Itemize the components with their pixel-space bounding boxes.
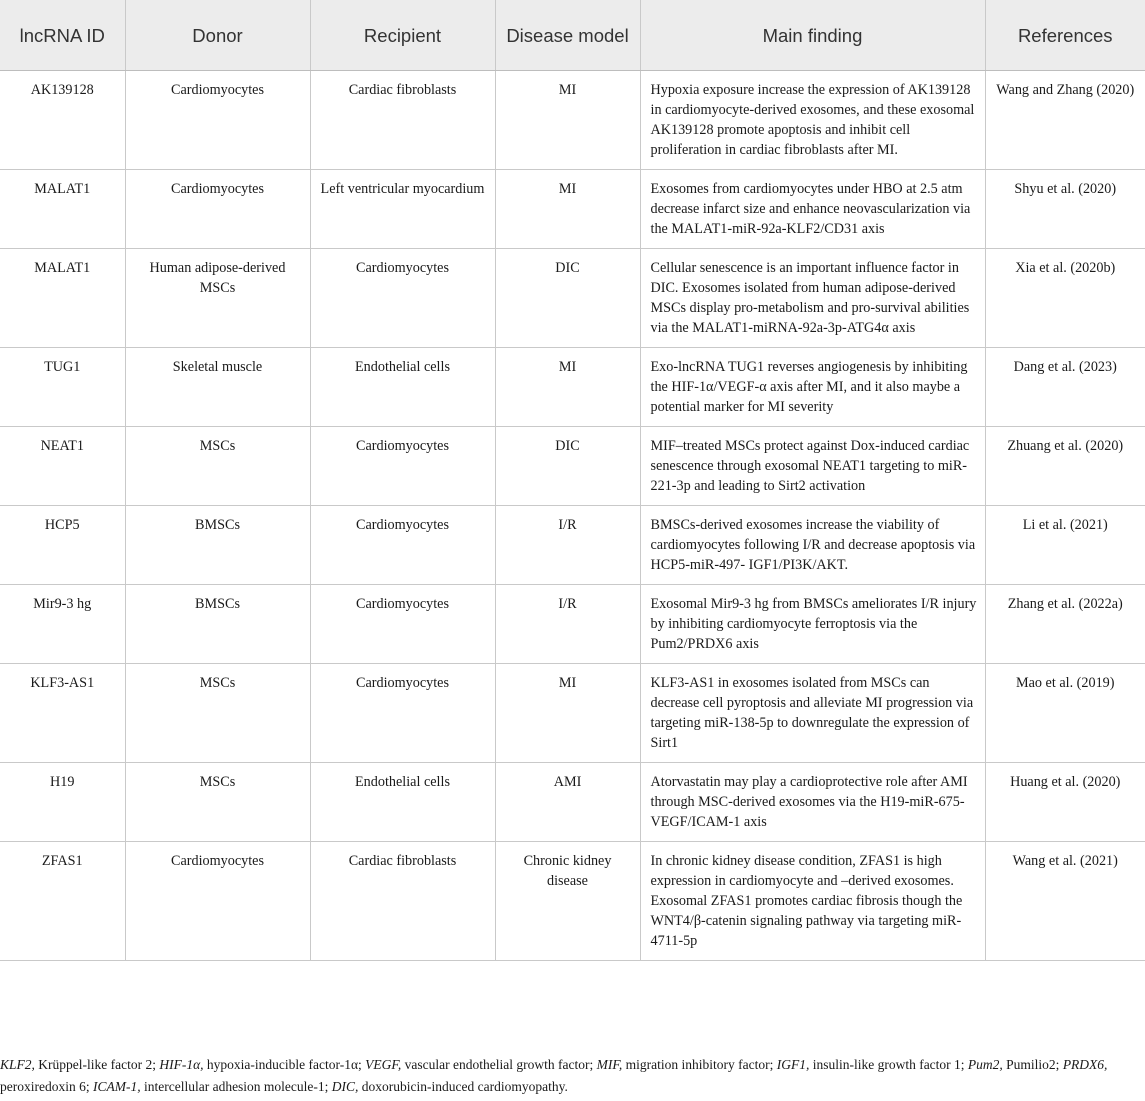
table-row	[0, 170, 1145, 249]
cell-disease-model: I/R	[495, 585, 640, 664]
header-lncrna-id: lncRNA ID	[0, 0, 125, 71]
cell-disease-model: MI	[495, 664, 640, 763]
footnote-abbreviation: KLF2,	[0, 1057, 35, 1072]
cell-donor: Cardiomyocytes	[125, 170, 310, 249]
cell-main-finding: In chronic kidney disease condition, ZFAS1 is high expression in cardiomyocyte and –derived exosomes. Exosomal ZFAS1 promotes cardiac fibrosis though the WNT4/β-catenin signaling pathway via targeting miR-4711-5p	[640, 842, 985, 961]
cell-disease-model: MI	[495, 170, 640, 249]
cell-recipient: Cardiac fibroblasts	[310, 71, 495, 170]
footnote-abbreviation: MIF,	[596, 1057, 623, 1072]
footnote-definition: migration inhibitory factor;	[622, 1057, 777, 1072]
footnote-definition: Krüppel-like factor 2;	[34, 1057, 160, 1072]
table-row	[0, 664, 1145, 763]
cell-recipient: Cardiomyocytes	[310, 249, 495, 348]
cell-main-finding: Exosomes from cardiomyocytes under HBO at 2.5 atm decrease infarct size and enhance neovascularization via the MALAT1-miR-92a-KLF2/CD31 axis	[640, 170, 985, 249]
footnote-abbreviation: PRDX6,	[1062, 1057, 1108, 1072]
cell-lncrna-id: MALAT1	[0, 249, 125, 348]
table-row	[0, 585, 1145, 664]
cell-donor: Human adipose-derived MSCs	[125, 249, 310, 348]
cell-reference: Mao et al. (2019)	[985, 664, 1145, 763]
cell-main-finding: Exosomal Mir9-3 hg from BMSCs ameliorates I/R injury by inhibiting cardiomyocyte ferroptosis via the Pum2/PRDX6 axis	[640, 585, 985, 664]
cell-donor: MSCs	[125, 427, 310, 506]
cell-main-finding: BMSCs-derived exosomes increase the viability of cardiomyocytes following I/R and decrease apoptosis via HCP5-miR-497- IGF1/PI3K/AKT.	[640, 506, 985, 585]
header-donor: Donor	[125, 0, 310, 71]
cell-lncrna-id: Mir9-3 hg	[0, 585, 125, 664]
cell-main-finding: KLF3-AS1 in exosomes isolated from MSCs can decrease cell pyroptosis and alleviate MI progression via targeting miR-138-5p to downregulate the expression of Sirt1	[640, 664, 985, 763]
cell-lncrna-id: AK139128	[0, 71, 125, 170]
header-disease-model: Disease model	[495, 0, 640, 71]
footnote-definition: Pumilio2;	[1002, 1057, 1063, 1072]
footnote-definition: peroxiredoxin 6;	[0, 1079, 93, 1094]
cell-disease-model: DIC	[495, 249, 640, 348]
table-row	[0, 348, 1145, 427]
table-row	[0, 249, 1145, 348]
cell-reference: Wang et al. (2021)	[985, 842, 1145, 961]
footnote-abbreviation: ICAM-1,	[92, 1079, 141, 1094]
cell-reference: Wang and Zhang (2020)	[985, 71, 1145, 170]
cell-disease-model: AMI	[495, 763, 640, 842]
header-recipient: Recipient	[310, 0, 495, 71]
cell-main-finding: Cellular senescence is an important influence factor in DIC. Exosomes isolated from human adipose-derived MSCs display pro-metabolism and pro-survival abilities via the MALAT1-miRNA-92a-3p-ATG4α axis	[640, 249, 985, 348]
cell-lncrna-id: TUG1	[0, 348, 125, 427]
cell-reference: Zhang et al. (2022a)	[985, 585, 1145, 664]
table-footnote	[0, 1054, 1140, 1098]
cell-donor: Cardiomyocytes	[125, 842, 310, 961]
footnote-definition: hypoxia-inducible factor-1α;	[203, 1057, 366, 1072]
table-row	[0, 506, 1145, 585]
cell-disease-model: I/R	[495, 506, 640, 585]
cell-reference: Dang et al. (2023)	[985, 348, 1145, 427]
cell-lncrna-id: NEAT1	[0, 427, 125, 506]
cell-recipient: Endothelial cells	[310, 763, 495, 842]
cell-main-finding: Atorvastatin may play a cardioprotective role after AMI through MSC-derived exosomes via the H19-miR-675-VEGF/ICAM-1 axis	[640, 763, 985, 842]
cell-lncrna-id: HCP5	[0, 506, 125, 585]
cell-recipient: Cardiac fibroblasts	[310, 842, 495, 961]
cell-reference: Shyu et al. (2020)	[985, 170, 1145, 249]
cell-reference: Zhuang et al. (2020)	[985, 427, 1145, 506]
cell-disease-model: DIC	[495, 427, 640, 506]
footnote-abbreviation: IGF1,	[776, 1057, 810, 1072]
footnote-abbreviation: HIF-1α,	[159, 1057, 204, 1072]
cell-recipient: Left ventricular myocardium	[310, 170, 495, 249]
cell-recipient: Cardiomyocytes	[310, 506, 495, 585]
table-row	[0, 842, 1145, 961]
footnote-abbreviation: DIC,	[331, 1079, 359, 1094]
cell-donor: MSCs	[125, 763, 310, 842]
header-references: References	[985, 0, 1145, 71]
cell-lncrna-id: KLF3-AS1	[0, 664, 125, 763]
cell-main-finding: MIF–treated MSCs protect against Dox-induced cardiac senescence through exosomal NEAT1 targeting to miR-221-3p and leading to Sirt2 activation	[640, 427, 985, 506]
cell-lncrna-id: ZFAS1	[0, 842, 125, 961]
cell-disease-model: MI	[495, 348, 640, 427]
cell-recipient: Cardiomyocytes	[310, 664, 495, 763]
table-row	[0, 71, 1145, 170]
table-body	[0, 71, 1145, 961]
footnote-definition: intercellular adhesion molecule-1;	[140, 1079, 332, 1094]
cell-recipient: Endothelial cells	[310, 348, 495, 427]
cell-reference: Huang et al. (2020)	[985, 763, 1145, 842]
cell-main-finding: Hypoxia exposure increase the expression of AK139128 in cardiomyocyte-derived exosomes, and these exosomal AK139128 promote apoptosis and inhibit cell proliferation in cardiac fibroblasts after MI.	[640, 71, 985, 170]
cell-donor: BMSCs	[125, 506, 310, 585]
header-main-finding: Main finding	[640, 0, 985, 71]
cell-donor: Cardiomyocytes	[125, 71, 310, 170]
cell-recipient: Cardiomyocytes	[310, 585, 495, 664]
table-row	[0, 427, 1145, 506]
footnote-definition: insulin-like growth factor 1;	[809, 1057, 968, 1072]
cell-disease-model: MI	[495, 71, 640, 170]
cell-reference: Xia et al. (2020b)	[985, 249, 1145, 348]
footnote-definition: doxorubicin-induced cardiomyopathy.	[358, 1079, 568, 1094]
footnote-definition: vascular endothelial growth factor;	[401, 1057, 597, 1072]
cell-reference: Li et al. (2021)	[985, 506, 1145, 585]
cell-donor: BMSCs	[125, 585, 310, 664]
table-row	[0, 763, 1145, 842]
cell-lncrna-id: MALAT1	[0, 170, 125, 249]
cell-lncrna-id: H19	[0, 763, 125, 842]
footnote-abbreviation: VEGF,	[365, 1057, 402, 1072]
cell-donor: Skeletal muscle	[125, 348, 310, 427]
cell-disease-model: Chronic kidney disease	[495, 842, 640, 961]
cell-main-finding: Exo-lncRNA TUG1 reverses angiogenesis by inhibiting the HIF-1α/VEGF-α axis after MI, and it also maybe a potential marker for MI severity	[640, 348, 985, 427]
cell-donor: MSCs	[125, 664, 310, 763]
table-header-row	[0, 0, 1145, 71]
cell-recipient: Cardiomyocytes	[310, 427, 495, 506]
footnote-abbreviation: Pum2,	[967, 1057, 1003, 1072]
